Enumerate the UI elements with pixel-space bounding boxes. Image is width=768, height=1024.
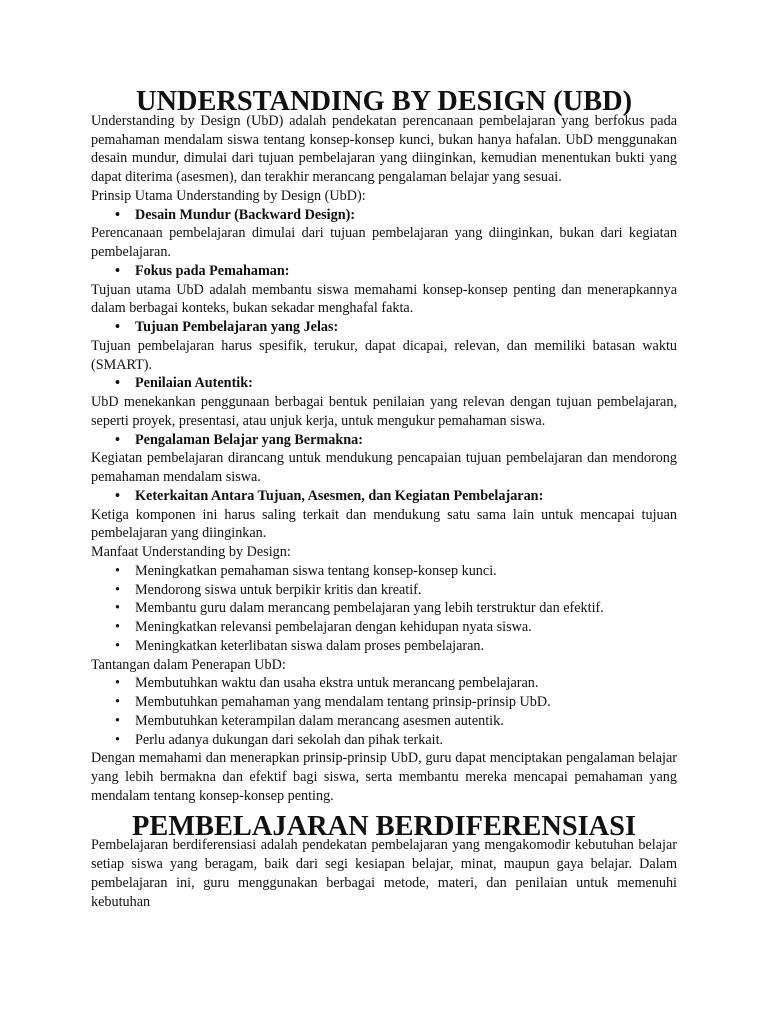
principle-text-meaningful-experience: Kegiatan pembelajaran dirancang untuk mendukung pencapaian tujuan pembelajaran dan mendorong pemahaman mendalam siswa. — [91, 450, 677, 485]
list-item: • Membutuhkan pemahaman yang mendalam tentang prinsip-prinsip UbD. — [135, 693, 677, 712]
principles-heading: Prinsip Utama Understanding by Design (UbD): — [91, 187, 366, 204]
principle-label-focus-understanding: • Fokus pada Pemahaman: — [135, 262, 677, 281]
challenges-heading: Tantangan dalam Penerapan UbD: — [91, 656, 286, 673]
ubd-conclusion-paragraph: Dengan memahami dan menerapkan prinsip-prinsip UbD, guru dapat menciptakan pengalaman belajar yang lebih bermakna dan efektif bagi siswa, serta membantu mereka mencapai pemahaman yang mendalam tentang konsep-konsep penting. — [91, 750, 677, 804]
principle-label-authentic-assessment: • Penilaian Autentik: — [135, 374, 677, 393]
principle-label-meaningful-experience: • Pengalaman Belajar yang Bermakna: — [135, 431, 677, 450]
principle-text-authentic-assessment: UbD menekankan penggunaan berbagai bentuk penilaian yang relevan dengan tujuan pembelajaran, seperti proyek, presentasi, atau unjuk kerja, untuk mengukur pemahaman siswa. — [91, 394, 677, 429]
list-item: • Meningkatkan pemahaman siswa tentang konsep-konsep kunci. — [135, 562, 677, 581]
challenges-list — [91, 674, 677, 749]
principle-list-4 — [91, 374, 677, 393]
principle-label-backward-design: • Desain Mundur (Backward Design): — [135, 206, 677, 225]
ubd-title: UNDERSTANDING BY DESIGN (UBD) — [135, 86, 633, 117]
list-item: • Meningkatkan relevansi pembelajaran dengan kehidupan nyata siswa. — [135, 618, 677, 637]
list-item: • Meningkatkan keterlibatan siswa dalam proses pembelajaran. — [135, 637, 677, 656]
principle-list-1 — [91, 206, 677, 225]
list-item: • Mendorong siswa untuk berpikir kritis dan kreatif. — [135, 581, 677, 600]
list-item: • Membutuhkan keterampilan dalam merancang asesmen autentik. — [135, 712, 677, 731]
principle-text-alignment: Ketiga komponen ini harus saling terkait dan mendukung satu sama lain untuk mencapai tujuan pembelajaran yang diinginkan. — [91, 506, 677, 542]
principle-text-focus-understanding: Tujuan utama UbD adalah membantu siswa memahami konsep-konsep penting dan menerapkannya dalam berbagai konteks, bukan sekadar menghafal fakta. — [91, 281, 677, 317]
principle-text-backward-design: Perencanaan pembelajaran dimulai dari tujuan pembelajaran yang diinginkan, bukan dari kegiatan pembelajaran. — [91, 225, 677, 260]
principle-text-clear-goals: Tujuan pembelajaran harus spesifik, terukur, dapat dicapai, relevan, dan memiliki batasan waktu (SMART). — [91, 337, 677, 373]
list-item: • Membantu guru dalam merancang pembelajaran yang lebih terstruktur dan efektif. — [135, 599, 677, 618]
list-item: • Membutuhkan waktu dan usaha ekstra untuk merancang pembelajaran. — [135, 674, 677, 693]
differentiated-title: PEMBELAJARAN BERDIFERENSIASI — [131, 810, 637, 842]
differentiated-intro-paragraph: Pembelajaran berdiferensiasi adalah pendekatan pembelajaran yang mengakomodir kebutuhan belajar setiap siswa yang beragam, baik dari segi kesiapan belajar, minat, maupun gaya belajar. Dalam pembelajaran ini, guru menggunakan berbagai metode, materi, dan penilaian untuk memenuhi kebutuhan — [91, 837, 677, 910]
principle-list-3 — [91, 318, 677, 337]
principle-label-alignment: • Keterkaitan Antara Tujuan, Asesmen, dan Kegiatan Pembelajaran: — [135, 487, 677, 506]
principle-list-5 — [91, 431, 677, 450]
benefits-heading: Manfaat Understanding by Design: — [91, 544, 291, 560]
list-item: • Perlu adanya dukungan dari sekolah dan pihak terkait. — [135, 731, 677, 750]
ubd-intro-paragraph: Understanding by Design (UbD) adalah pendekatan perencanaan pembelajaran yang berfokus pada pemahaman mendalam siswa tentang konsep-konsep kunci, bukan hanya hafalan. UbD menggunakan desain mundur, dimulai dari tujuan pembelajaran yang diinginkan, kemudian menentukan bukti yang dapat diterima (asesmen), dan terakhir merancang pengalaman belajar yang sesuai. — [91, 112, 677, 185]
principle-list-2 — [91, 262, 677, 281]
principle-label-clear-goals: • Tujuan Pembelajaran yang Jelas: — [135, 318, 677, 337]
benefits-list — [91, 562, 677, 656]
principle-list-6 — [91, 487, 677, 506]
